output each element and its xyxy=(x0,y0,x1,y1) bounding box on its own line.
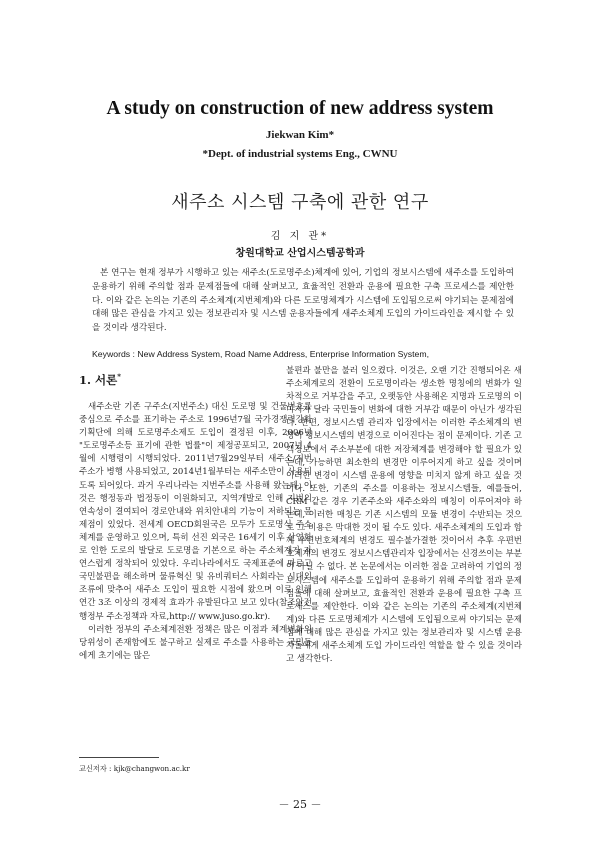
korean-affiliation: 창원대학교 산업시스템공학과 xyxy=(235,248,365,259)
korean-author: 김 지 관* xyxy=(270,231,330,242)
body-paragraph: 이러한 정부의 주소체계전환 정책은 많은 이점과 체계변화의 당위성이 존재함에도 불구하고 실제로 주소를 사용하는 국민들에게 초기에는 많은 xyxy=(79,624,312,661)
english-title: A study on construction of new address system xyxy=(106,98,494,119)
korean-title: 새주소 시스템 구축에 관한 연구 xyxy=(171,192,429,213)
section-title-text: 1. 서론 xyxy=(79,373,118,387)
body-paragraph: 불편과 불만을 불러 일으켰다. 이것은, 오랜 기간 진행되어온 새주소체계로의 전환이 도로명이라는 생소한 명칭에의 변화가 일차적으로 거부감을 주고, 오랫동안 사용해온 지명과 도로명의 이미지가 달라 국민들이 변화에 대한 거부감 때문이 아닌가 생각된다. 한편, 정보시스템 관리자 입장에서는 이러한 주소체계의 변경이 정보시스템의 변경으로 이어진다는 점이 문제이다. 기존 고객정보에서 주소부분에 대한 저장체계를 변경해야 할 필요가 있는데, 가능하면 최소한의 변경만 이루어지게 하고 싶을 것이며 이러한 변경이 시스템 운용에 영향을 미치지 않게 하고 싶을 것이다. 또한, 기존의 주소를 이용하는 정보시스템들, 예를들어, CRM 같은 경우 기존주소와 새주소와의 매칭이 이루어져야 하는데, 이러한 매칭은 기존 시스템의 모듈 변경이 수반되는 것으로 그 비용은 막대한 것이 될 수도 있다. 새주소체계의 도입과 함께 우편번호체계의 변경도 필수불가결한 것이어서 추후 우편번호체계의 변경도 정보시스템관리자 입장에서는 신경쓰이는 부분이 아닐 수 없다. 본 논문에서는 이러한 점을 고려하여 기업의 정보시스템에 새주소를 도입하여 운용하기 위해 주의할 점과 문제점들에 대해 살펴보고, 효율적인 전환과 운용에 필요한 구축 프로세스를 제안한다. 이와 같은 논의는 기존의 주소체계(지번체계)와 다른 도로명체계가 시스템에 도입됨으로써 야기되는 문제점에 대해 많은 관심을 가지고 있는 정보관리자 및 시스템 운용자들에게 새주소체계 도입 가이드라인 역할을 할 수 있을 것이라고 생각한다. xyxy=(286,366,522,665)
footnote: 교신저자 : kjk@changwon.ac.kr xyxy=(79,764,190,773)
footnote-divider xyxy=(79,757,159,758)
keywords: Keywords : New Address System, Road Name Address, Enterprise Information System, xyxy=(92,349,430,359)
body-column-left xyxy=(79,401,312,663)
body-column-right xyxy=(286,365,522,666)
body-paragraph: 새주소란 기존 구주소(지번주소) 대신 도로명 및 건물번호를 중심으로 주소를 표기하는 주소로 1996년7월 국가경쟁력강화기획단에 의해 도로명주소제도 도입이 결정된 이후, 2006년 "도로명주소등 표기에 관한 법률"이 제정공포되고, 2007년 4월에 시행령이 시행되었다. 2011년7월29일부터 새주소/지번주소가 병행 사용되었고, 2014년1월부터는 새주소만이 사용되도록 되어있다. 과거 우리나라는 지번주소를 사용해 왔는데, 이것은 행정동과 법정동이 이원화되고, 지역개발로 인해 지번의 연속성이 결여되어 경로안내와 위치안내의 기능이 저하되는 문제점이 있었다. 전세계 OECD회원국은 모두가 도로명식 주소체계를 운영하고 있으며, 특히 선진 외국은 16세기 이후 산업화로 인한 도로의 발달로 도로명을 기본으로 하는 주소체계가 자연스럽게 정착되어 있었다. 우리나라에서도 국제표준에 따르고 국민불편을 해소하며 물류혁신 및 유비쿼터스 사회라는 시대의 조류에 맞추어 새주소 도입이 필요한 시점에 왔으며 이로 인해 연간 3조 이상의 경제적 효과가 유발된다고 보고 있다(참조안전행정부 주소정책과 자료,http:// www.juso.go.kr). xyxy=(79,402,312,622)
section-title xyxy=(79,372,121,388)
page-number: － 25 － xyxy=(278,798,322,811)
abstract: 본 연구는 현재 정부가 시행하고 있는 새주소(도로명주소)체계에 있어, 기업의 정보시스템에 새주소를 도입하여 운용하기 위해 주의할 점과 문제점들에 대해 살펴보고, 효율적인 전환과 운용에 필요한 구축 프로세스를 제안한다. 이와 같은 논의는 기존의 주소체계(지번체계)와 다른 도로명체계가 시스템에 도입됨으로써 야기되는 문제점에 대해 많은 관심을 가지고 있는 정보관리자 및 시스템 운용자들에게 새주소체계 도입의 가이드라인을 제시할 수 있을 것이라 생각된다. xyxy=(92,268,514,334)
footnote-mark: * xyxy=(117,372,121,382)
english-author: Jiekwan Kim* xyxy=(265,129,335,141)
english-affiliation: *Dept. of industrial systems Eng., CWNU xyxy=(202,148,398,160)
